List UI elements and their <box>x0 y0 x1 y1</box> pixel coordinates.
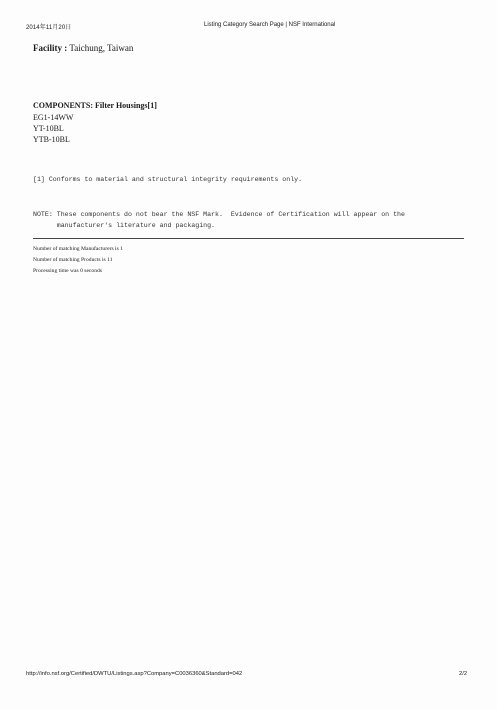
facility-value: Taichung, Taiwan <box>69 43 134 53</box>
footnote: [1] Conforms to material and structural integrity requirements only. <box>33 176 303 183</box>
page-number: 2/2 <box>459 671 468 677</box>
facility-label: Facility : <box>33 43 68 53</box>
manufacturer-count: Number of matching Manufacturers is 1 <box>33 246 123 252</box>
component-item: YTB-10BL <box>33 135 70 144</box>
footer-url: http://info.nsf.org/Certified/DWTU/Listings.asp?Company=C0036360&Standard=042 <box>26 671 243 677</box>
note-line-1: NOTE: These components do not bear the NSF Mark. Evidence of Certification will appear on the <box>33 211 405 218</box>
component-item: YT-10BL <box>33 124 64 133</box>
divider <box>33 238 464 239</box>
facility-line <box>33 43 133 53</box>
processing-time: Processing time was 0 seconds <box>33 268 102 274</box>
component-item: EG1-14WW <box>33 113 74 122</box>
print-date: 2014年11月20日 <box>26 25 72 31</box>
components-title: COMPONENTS: Filter Housings[1] <box>33 101 157 110</box>
note-line-2: manufacturer's literature and packaging. <box>33 222 216 229</box>
product-count: Number of matching Products is 11 <box>33 257 113 263</box>
page-title: Listing Category Search Page | NSF International <box>204 22 336 28</box>
